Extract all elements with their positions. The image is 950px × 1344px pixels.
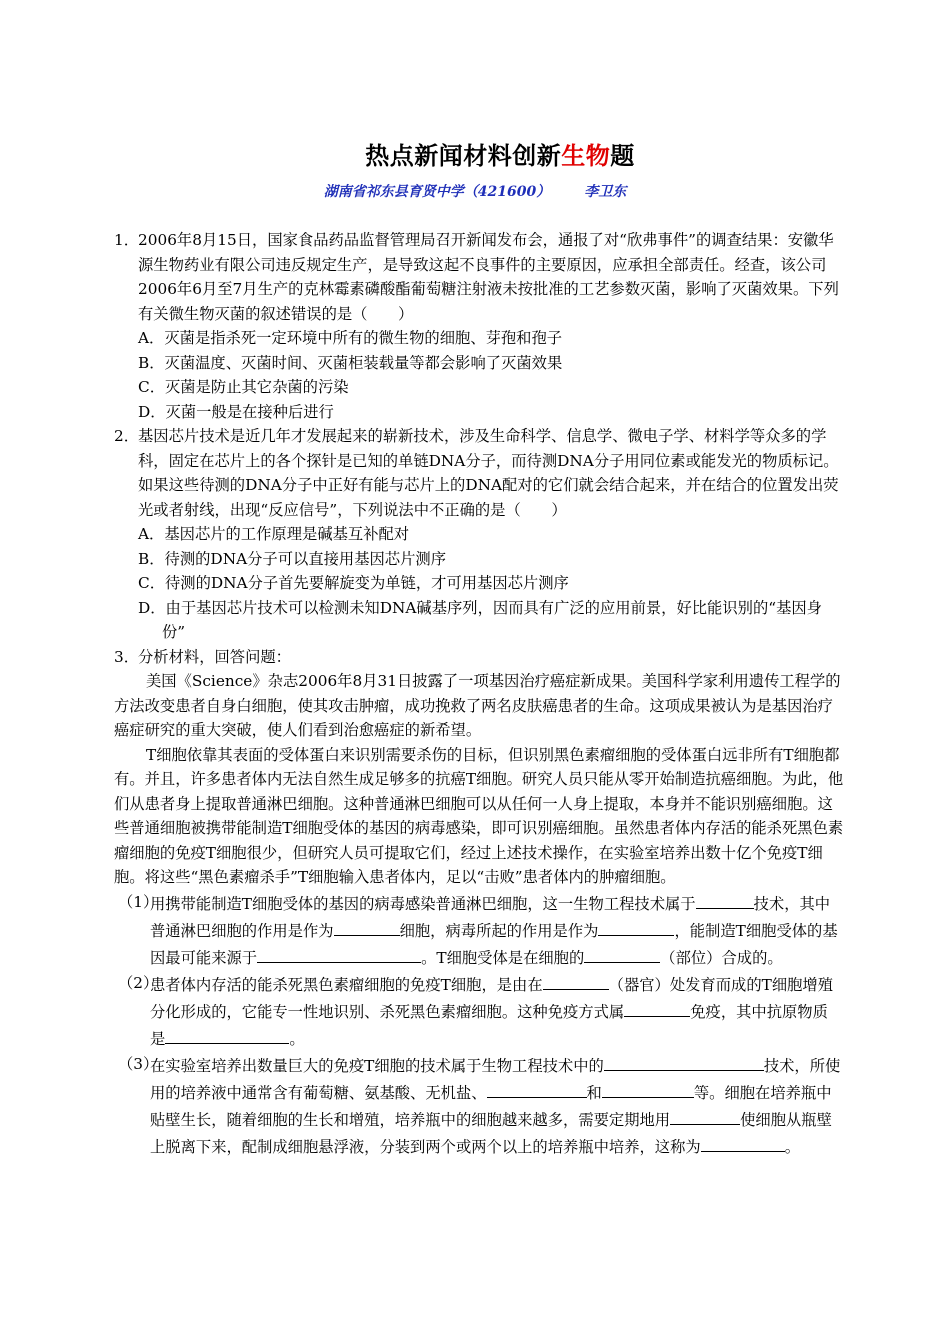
sub-question-1	[114, 890, 842, 971]
answer-blank[interactable]	[670, 1106, 740, 1125]
sub-question-number: （3）	[118, 1054, 159, 1073]
answer-blank[interactable]	[604, 1052, 764, 1071]
option-d: D．灭菌一般是在接种后进行	[138, 402, 334, 421]
answer-blank[interactable]	[334, 917, 400, 936]
answer-blank[interactable]	[602, 1079, 694, 1098]
answer-blank[interactable]	[584, 944, 660, 963]
question-2	[114, 424, 842, 522]
text: 在实验室培养出数量巨大的免疫T细胞的技术属于生物工程技术中的	[150, 1056, 604, 1075]
answer-blank[interactable]	[543, 971, 609, 990]
answer-blank[interactable]	[701, 1133, 785, 1152]
title-text-end: 题	[610, 142, 635, 170]
text: （器官）处发育而成的T细胞增殖分化形成的，它能专一性地识别、杀死黑色素瘤细胞。这种免疫方式属	[150, 975, 834, 1021]
text: 和	[586, 1083, 602, 1102]
text: 使细胞从瓶壁上脱离下来，配制成细胞悬浮液，分装到两个或两个以上的培养瓶中培养，这称为	[150, 1110, 832, 1156]
option-c: C．待测的DNA分子首先要解旋变为单链，才可用基因芯片测序	[138, 574, 569, 592]
sub-question-2	[114, 971, 842, 1052]
sub-question-number: （2）	[118, 973, 159, 992]
title-highlight: 生物	[561, 142, 611, 170]
question-stem: 基因芯片技术是近几年才发展起来的崭新技术，涉及生命科学、信息学、微电子学、材料学等众多的学科，固定在芯片上的各个探针是已知的单链DNA分子，而待测DNA分子用同位素或能发光的物质标记。如果这些待测的DNA分子中正好有能与芯片上的DNA配对的它们就会结合起来，并在结合的位置发出荧光或者射线，出现“反应信号”，下列说法中不正确的是（ ）	[138, 427, 839, 519]
text: ，能制造T细胞受体的基因最可能来源于	[150, 921, 838, 967]
answer-blank[interactable]	[165, 1025, 289, 1044]
option-a: A．基因芯片的工作原理是碱基互补配对	[138, 525, 410, 543]
answer-blank[interactable]	[257, 944, 421, 963]
author-line	[0, 181, 950, 201]
question-stem: 分析材料，回答问题：	[138, 647, 291, 666]
text: 用携带能制造T细胞受体的基因的病毒感染普通淋巴细胞，这一生物工程技术属于	[150, 894, 696, 913]
question-number: 3．	[114, 647, 140, 666]
text: 技术，所使用的培养液中通常含有葡萄糖、氨基酸、无机盐、	[150, 1056, 841, 1102]
question-number: 2．	[114, 427, 140, 445]
option-a: A．灭菌是指杀死一定环境中所有的微生物的细胞、芽孢和孢子	[138, 329, 563, 347]
sub-question-number: （1）	[118, 892, 159, 911]
answer-blank[interactable]	[598, 917, 674, 936]
answer-blank[interactable]	[487, 1079, 587, 1098]
author-school: 湖南省祁东县育贤中学（421600）	[323, 184, 551, 200]
option-b: B．灭菌温度、灭菌时间、灭菌柜装载量等都会影响了灭菌效果	[138, 353, 563, 372]
sub-question-3	[114, 1052, 842, 1160]
answer-blank[interactable]	[696, 890, 754, 909]
question-number: 1．	[114, 231, 140, 249]
text: 患者体内存活的能杀死黑色素瘤细胞的免疫T细胞，是由在	[150, 975, 543, 994]
text: 免疫，其中抗原物质是	[150, 1002, 828, 1048]
option-c: C．灭菌是防止其它杂菌的污染	[138, 378, 349, 396]
material-paragraph-1: 美国《Science》杂志2006年8月31日披露了一项基因治疗癌症新成果。美国科学家利用遗传工程学的方法改变患者自身白细胞，使其攻击肿瘤，成功挽救了两名皮肤癌患者的生命。这项成果被认为是基因治疗癌症研究的重大突破，使人们看到治愈癌症的新希望。	[114, 672, 841, 739]
text: （部位）合成的。	[660, 948, 783, 967]
text: 。	[784, 1137, 801, 1156]
answer-blank[interactable]	[624, 998, 690, 1017]
question-3	[114, 645, 842, 670]
material-paragraph-2: T细胞依靠其表面的受体蛋白来识别需要杀伤的目标，但识别黑色素瘤细胞的受体蛋白远非所有T细胞都有。并且，许多患者体内无法自然生成足够多的抗癌T细胞。研究人员只能从零开始制造抗癌细胞。为此，他们从患者身上提取普通淋巴细胞。这种普通淋巴细胞可以从任何一人身上提取，本身并不能识别癌细胞。这些普通细胞被携带能制造T细胞受体的基因的病毒感染，即可识别癌细胞。虽然患者体内存活的能杀死黑色素瘤细胞的免疫T细胞很少，但研究人员可提取它们，经过上述技术操作，在实验室培养出数十亿个免疫T细胞。将这些“黑色素瘤杀手”T细胞输入患者体内，足以“击败”患者体内的肿瘤细胞。	[114, 745, 844, 886]
option-b: B．待测的DNA分子可以直接用基因芯片测序	[138, 549, 446, 568]
text: 细胞，病毒所起的作用是作为	[399, 921, 599, 940]
question-1	[114, 228, 842, 326]
question-stem: 2006年8月15日，国家食品药品监督管理局召开新闻发布会，通报了对“欣弗事件”的调查结果：安徽华源生物药业有限公司违反规定生产，是导致这起不良事件的主要原因，应承担全部责任。经查，该公司2006年6月至7月生产的克林霉素磷酸酯葡萄糖注射液未按批准的工艺参数灭菌，影响了灭菌效果。下列有关微生物灭菌的叙述错误的是（ ）	[138, 231, 839, 323]
title-text: 热点新闻材料创新	[365, 142, 562, 170]
text: 。	[289, 1029, 305, 1048]
text: 。T细胞受体是在细胞的	[421, 948, 585, 967]
page-title	[0, 136, 950, 171]
author-name: 李卫东	[584, 184, 627, 200]
text: 技术，其中普通淋巴细胞的作用是作为	[150, 894, 831, 940]
option-d: D．由于基因芯片技术可以检测未知DNA碱基序列，因而具有广泛的应用前景，好比能识别的“基因身份”	[138, 598, 822, 641]
text: 等。细胞在培养瓶中贴壁生长，随着细胞的生长和增殖，培养瓶中的细胞越来越多，需要定期地用	[150, 1083, 832, 1129]
questions-body	[114, 228, 842, 1160]
